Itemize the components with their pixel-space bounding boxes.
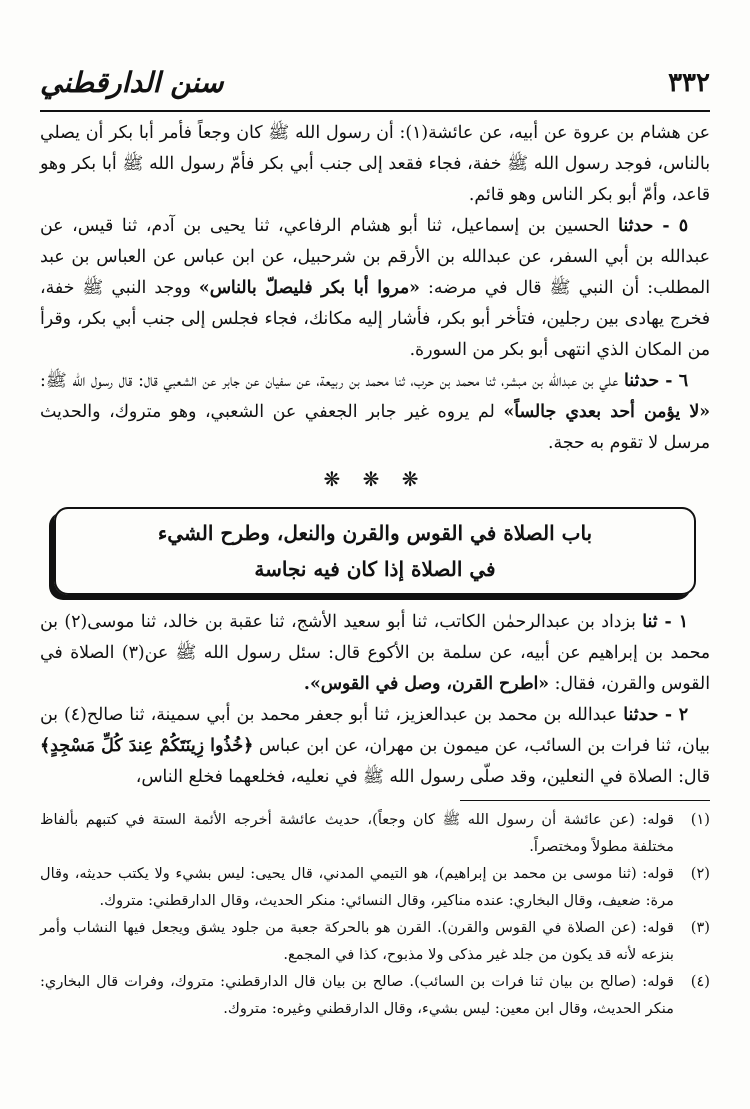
footnotes [40, 806, 710, 1022]
hadith-text: بزداد بن عبدالرحمٰن الكاتب، ثنا أبو سعيد الأشج، ثنا عقبة بن خالد، ثنا موسى(٢) بن محمد بن إبراهيم عن أبيه، عن سلمة بن الأكوع قال: سئل رسول الله ﷺ عن(٣) الصلاة في القوس والقرن، فقال: [40, 612, 710, 694]
footnote-text: قوله: (عن الصلاة في القوس والقرن). القرن هو بالحركة جعبة من جلود يشق ويجعل فيها النشاب وأمر بنزعه لأنه قد يكون من جلد غير مذكى ولا مذبوح، كذا في المجمع. [40, 919, 674, 963]
section-separator: ❋ ❋ ❋ [323, 467, 427, 491]
footnote-1 [40, 806, 710, 860]
hadith-text: ووجد النبي ﷺ خفة، فخرج يهادى بين رجلين، فتأخر أبو بكر، فأشار إليه مكانك، فجاء فجلس إلى جنب أبي بكر، وقرأ من المكان الذي انتهى أبو بكر من السورة. [40, 278, 710, 360]
footnote-number: (٤) [690, 973, 710, 990]
hadith-text: عن هشام بن عروة عن أبيه، عن عائشة(١): أن رسول الله ﷺ كان وجعاً فأمر أبا بكر أن يصلي بالناس، فوجد رسول الله ﷺ خفة، فجاء فقعد إلى جنب أبي بكر فأمّ رسول الله ﷺ أبا بكر وهو قاعد، وأمّ أبو بكر الناس وهو قائم. [40, 123, 710, 205]
footnote-number: (١) [690, 811, 710, 828]
book-page [40, 0, 710, 1109]
hadith-continuation [40, 118, 710, 211]
book-title: سنن الدارقطني [40, 66, 224, 99]
hadith-lead: ١ - ثنا [642, 612, 688, 632]
footnote-text: قوله: (ثنا موسى بن محمد بن إبراهيم)، هو التيمي المدني، قال يحيى: ليس بشيء ولا يكتب حديثه، وقال مرة: ضعيف، وقال البخاري: عنده مناكير، وقال النسائي: منكر الحديث، وقال الدارقطني: متروك. [40, 865, 674, 909]
hadith-5 [40, 211, 710, 366]
hadith-text: الحسين بن إسماعيل، ثنا أبو هشام الرفاعي، ثنا يحيى بن آدم، ثنا قيس، عن عبدالله بن أبي السفر، عن عبدالله بن الأرقم بن شرحبيل، عن ابن عباس عن العباس بن عبد المطلب: أن النبي ﷺ قال في مرضه: [40, 216, 710, 298]
hadith-lead: ٢ - حدثنا [623, 705, 688, 725]
chapter-heading-box [54, 507, 696, 595]
hadith-text: عبدالله بن محمد بن عبدالعزيز، ثنا أبو جعفر محمد بن أبي سمينة، ثنا صالح(٤) بن بيان، ثنا فرات بن السائب، عن ميمون بن مهران، عن ابن عباس [40, 705, 710, 756]
hadith-6 [40, 366, 710, 459]
chapter-hadith-2 [40, 700, 710, 793]
footnote-divider [460, 800, 710, 801]
footnote-number: (٣) [690, 919, 710, 936]
hadith-text: قال: الصلاة في النعلين، وقد صلّى رسول الله ﷺ في نعليه، فخلعهما فخلع الناس، [135, 767, 710, 787]
footnote-number: (٢) [690, 865, 710, 882]
hadith-text: علي بن عبدالله بن مبشر، ثنا محمد بن حرب، ثنا محمد بن ربيعة، عن سفيان عن جابر عن الشعبي قال: قال رسول الله ﷺ: [40, 371, 624, 391]
hadith-lead: ٦ - حدثنا [624, 371, 689, 391]
page-number: ٣٣٢ [668, 68, 710, 98]
chapter-hadith-1 [40, 607, 710, 700]
footnote-2 [40, 860, 710, 914]
footnote-text: قوله: (عن عائشة أن رسول الله ﷺ كان وجعاً)، حديث عائشة أخرجه الأئمة الستة في كتبهم بألفاظ مختلفة مطولاً ومختصراً. [40, 811, 674, 855]
page-header [40, 62, 710, 112]
hadith-text: لم يروه غير جابر الجعفي عن الشعبي، وهو متروك، والحديث مرسل لا تقوم به حجة. [40, 402, 710, 453]
chapter-title-line-1: باب الصلاة في القوس والقرن والنعل، وطرح الشيء [157, 521, 593, 545]
quran-verse: ﴿خُذُوا زِينَتَكُمْ عِندَ كُلِّ مَسْجِدٍ﴾ [40, 736, 254, 756]
main-text [40, 118, 710, 793]
prophetic-quote: «لا يؤمن أحد بعدي جالساً» [503, 402, 710, 422]
prophetic-quote: «اطرح القرن، وصل في القوس». [303, 674, 550, 694]
prophetic-quote: «مروا أبا بكر فليصلّ بالناس» [198, 278, 420, 298]
footnote-4 [40, 968, 710, 1022]
chapter-title-line-2: في الصلاة إذا كان فيه نجاسة [254, 557, 496, 581]
hadith-lead: ٥ - حدثنا [618, 216, 689, 236]
footnote-text: قوله: (صالح بن بيان ثنا فرات بن السائب). صالح بن بيان قال الدارقطني: متروك، وفرات قال البخاري: منكر الحديث، وقال ابن معين: ليس بشيء، وقال الدارقطني وغيره: متروك. [40, 973, 674, 1017]
footnote-3 [40, 914, 710, 968]
